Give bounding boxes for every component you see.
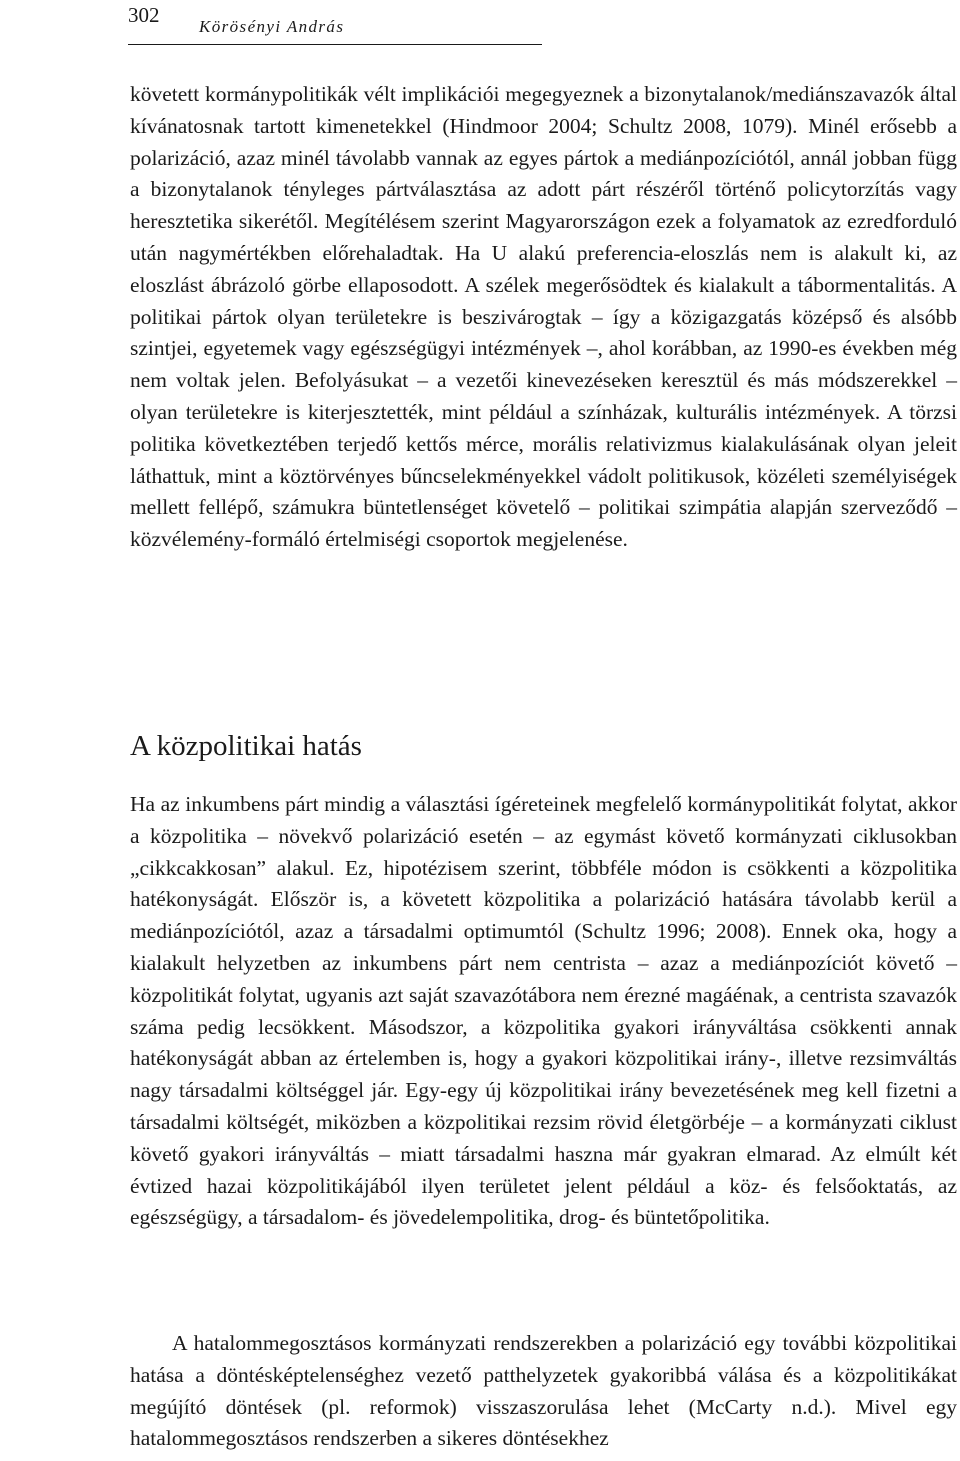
paragraph-1: követett kormánypolitikák vélt implikációi megegyeznek a bizonytalanok/mediánszavazók által kívánatosnak tartott kimenetekkel (Hindmoor 2004; Schultz 2008, 1079). Minél erősebb a polarizáció, azaz minél távolabb vannak az egyes pártok a mediánpozíciótól, annál jobban függ a bizonytalanok tényleges pártválasztása az adott párt részéről történő policytorzítás vagy heresztetika sikerétől. Megítélésem szerint Magyarországon ezek a folyamatok az ezredforduló után nagymértékben előrehaladtak. Ha U alakú preferencia-eloszlás nem is alakult ki, az eloszlást ábrázoló görbe ellaposodott. A szélek megerősödtek és kialakult a tábormentalitás. A politikai pártok olyan területekre is beszivárogtak – így a közigazgatás középső és alsóbb szintjei, egyetemek vagy egészségügyi intézmények –, ahol korábban, az 1990-es években még nem voltak jelen. Befolyásukat – a vezetői kinevezéseken keresztül és más módszerekkel – olyan területekre is kiterjesztették, mint például a színházak, kulturális intézmények. A törzsi politika következtében terjedő kettős mérce, morális relativizmus kialakulásának olyan jeleit láthattuk, mint a köztörvényes bűncselekményekkel vádolt politikusok, közéleti személyiségek mellett fellépő, számukra büntetlenséget követelő – politikai szimpátia alapján szerveződő – közvélemény-formáló értelmiségi csoportok megjelenése.	[130, 82, 957, 552]
page-number: 302	[128, 3, 160, 27]
section-heading: A közpolitikai hatás	[130, 730, 362, 762]
header-rule	[128, 44, 542, 45]
running-author: Körösényi András	[199, 17, 345, 36]
paragraph-3: A hatalommegosztásos kormányzati rendszerekben a polarizáció egy további közpolitikai hatása a döntésképtelenséghez vezető patthelyzetek gyakoribbá válása és a közpolitikákat megújító döntések (pl. reformok) visszaszorulása lehet (McCarty n.d.). Mivel egy hatalommegosztásos rendszerben a sikeres döntésekhez	[130, 1331, 957, 1451]
running-header	[128, 0, 548, 46]
paragraph-2: Ha az inkumbens párt mindig a választási ígéreteinek megfelelő kormánypolitikát folytat, akkor a közpolitika – növekvő polarizáció esetén – az egymást követő kormányzati ciklusokban „cikkcakkosan” alakul. Ez, hipotézisem szerint, többféle módon is csökkenti a közpolitika hatékonyságát. Először is, a követett közpolitika a polarizáció hatására távolabb kerül a mediánpozíciótól, azaz a társadalmi optimumtól (Schultz 1996; 2008). Ennek oka, hogy a kialakult helyzetben az inkumbens párt nem centrista – azaz a mediánpozíciót követő – közpolitikát folytat, ugyanis azt saját szavazótábora nem érezné magáénak, a centrista szavazók száma pedig lecsökkent. Másodszor, a közpolitika gyakori irányváltása csökkenti annak hatékonyságát abban az értelemben is, hogy a gyakori közpolitikai irány-, illetve rezsimváltás nagy társadalmi költséggel jár. Egy-egy új közpolitikai irány bevezetésének meg kell fizetni a társadalmi költségét, miközben a közpolitikai rezsim rövid életgörbéje – a kormányzati ciklust követő gyakori irányváltás – miatt társadalmi haszna már gyakran elmarad. Az elmúlt két évtized hazai közpolitikájából ilyen területet jelent például a köz- és felsőoktatás, az egészségügy, a társadalom- és jövedelempolitika, drog- és büntetőpolitika.	[130, 792, 957, 1230]
